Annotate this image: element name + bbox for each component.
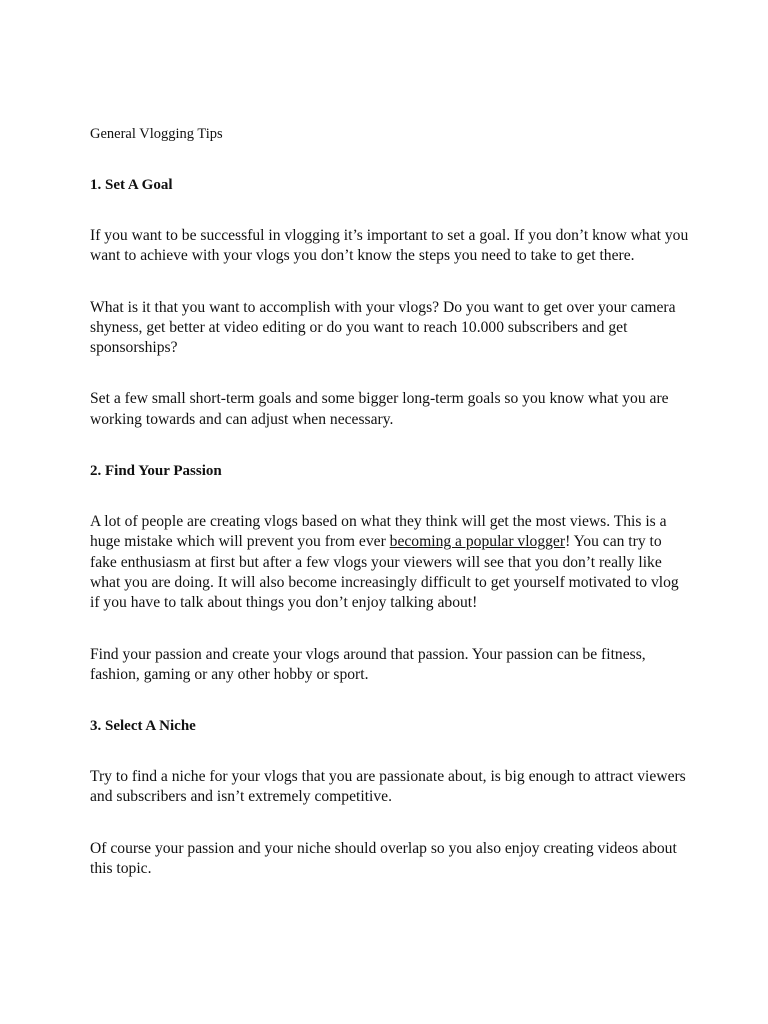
- section-set-a-goal: [90, 175, 690, 430]
- paragraph: What is it that you want to accomplish with your vlogs? Do you want to get over your camera shyness, get better at video editing or do you want to reach 10.000 subscribers and get sponsorships?: [90, 298, 676, 357]
- section-select-a-niche: [90, 716, 690, 879]
- document-title: General Vlogging Tips: [90, 126, 223, 142]
- paragraph: If you want to be successful in vlogging it’s important to set a goal. If you don’t know what you want to achieve with your vlogs you don’t know the steps you need to take to get there.: [90, 227, 689, 265]
- paragraph-text: A lot of people are creating vlogs based on what they think will get the most views. This is a huge mistake which will prevent you from ever: [90, 513, 667, 551]
- document-page: [90, 124, 690, 910]
- section-heading: 2. Find Your Passion: [90, 463, 222, 480]
- paragraph-text: ! You can try to fake enthusiasm at first but after a few vlogs your viewers will see that you don’t really like what you are doing. It will also become increasingly difficult to get yourself motivated to vlog if you have to talk about things you don’t enjoy talking about!: [90, 533, 679, 612]
- section-find-your-passion: [90, 461, 690, 685]
- paragraph: Of course your passion and your niche should overlap so you also enjoy creating videos about this topic.: [90, 839, 677, 878]
- popular-vlogger-link[interactable]: becoming a popular vlogger: [389, 533, 566, 551]
- paragraph: Set a few small short-term goals and some bigger long-term goals so you know what you are working towards and can adjust when necessary.: [90, 390, 669, 428]
- section-heading: 3. Select A Niche: [90, 718, 196, 735]
- paragraph: Try to find a niche for your vlogs that you are passionate about, is big enough to attract viewers and subscribers and isn’t extremely competitive.: [90, 768, 686, 806]
- section-heading: 1. Set A Goal: [90, 177, 173, 193]
- paragraph: [90, 512, 690, 613]
- paragraph: Find your passion and create your vlogs around that passion. Your passion can be fitness, fashion, gaming or any other hobby or sport.: [90, 645, 646, 683]
